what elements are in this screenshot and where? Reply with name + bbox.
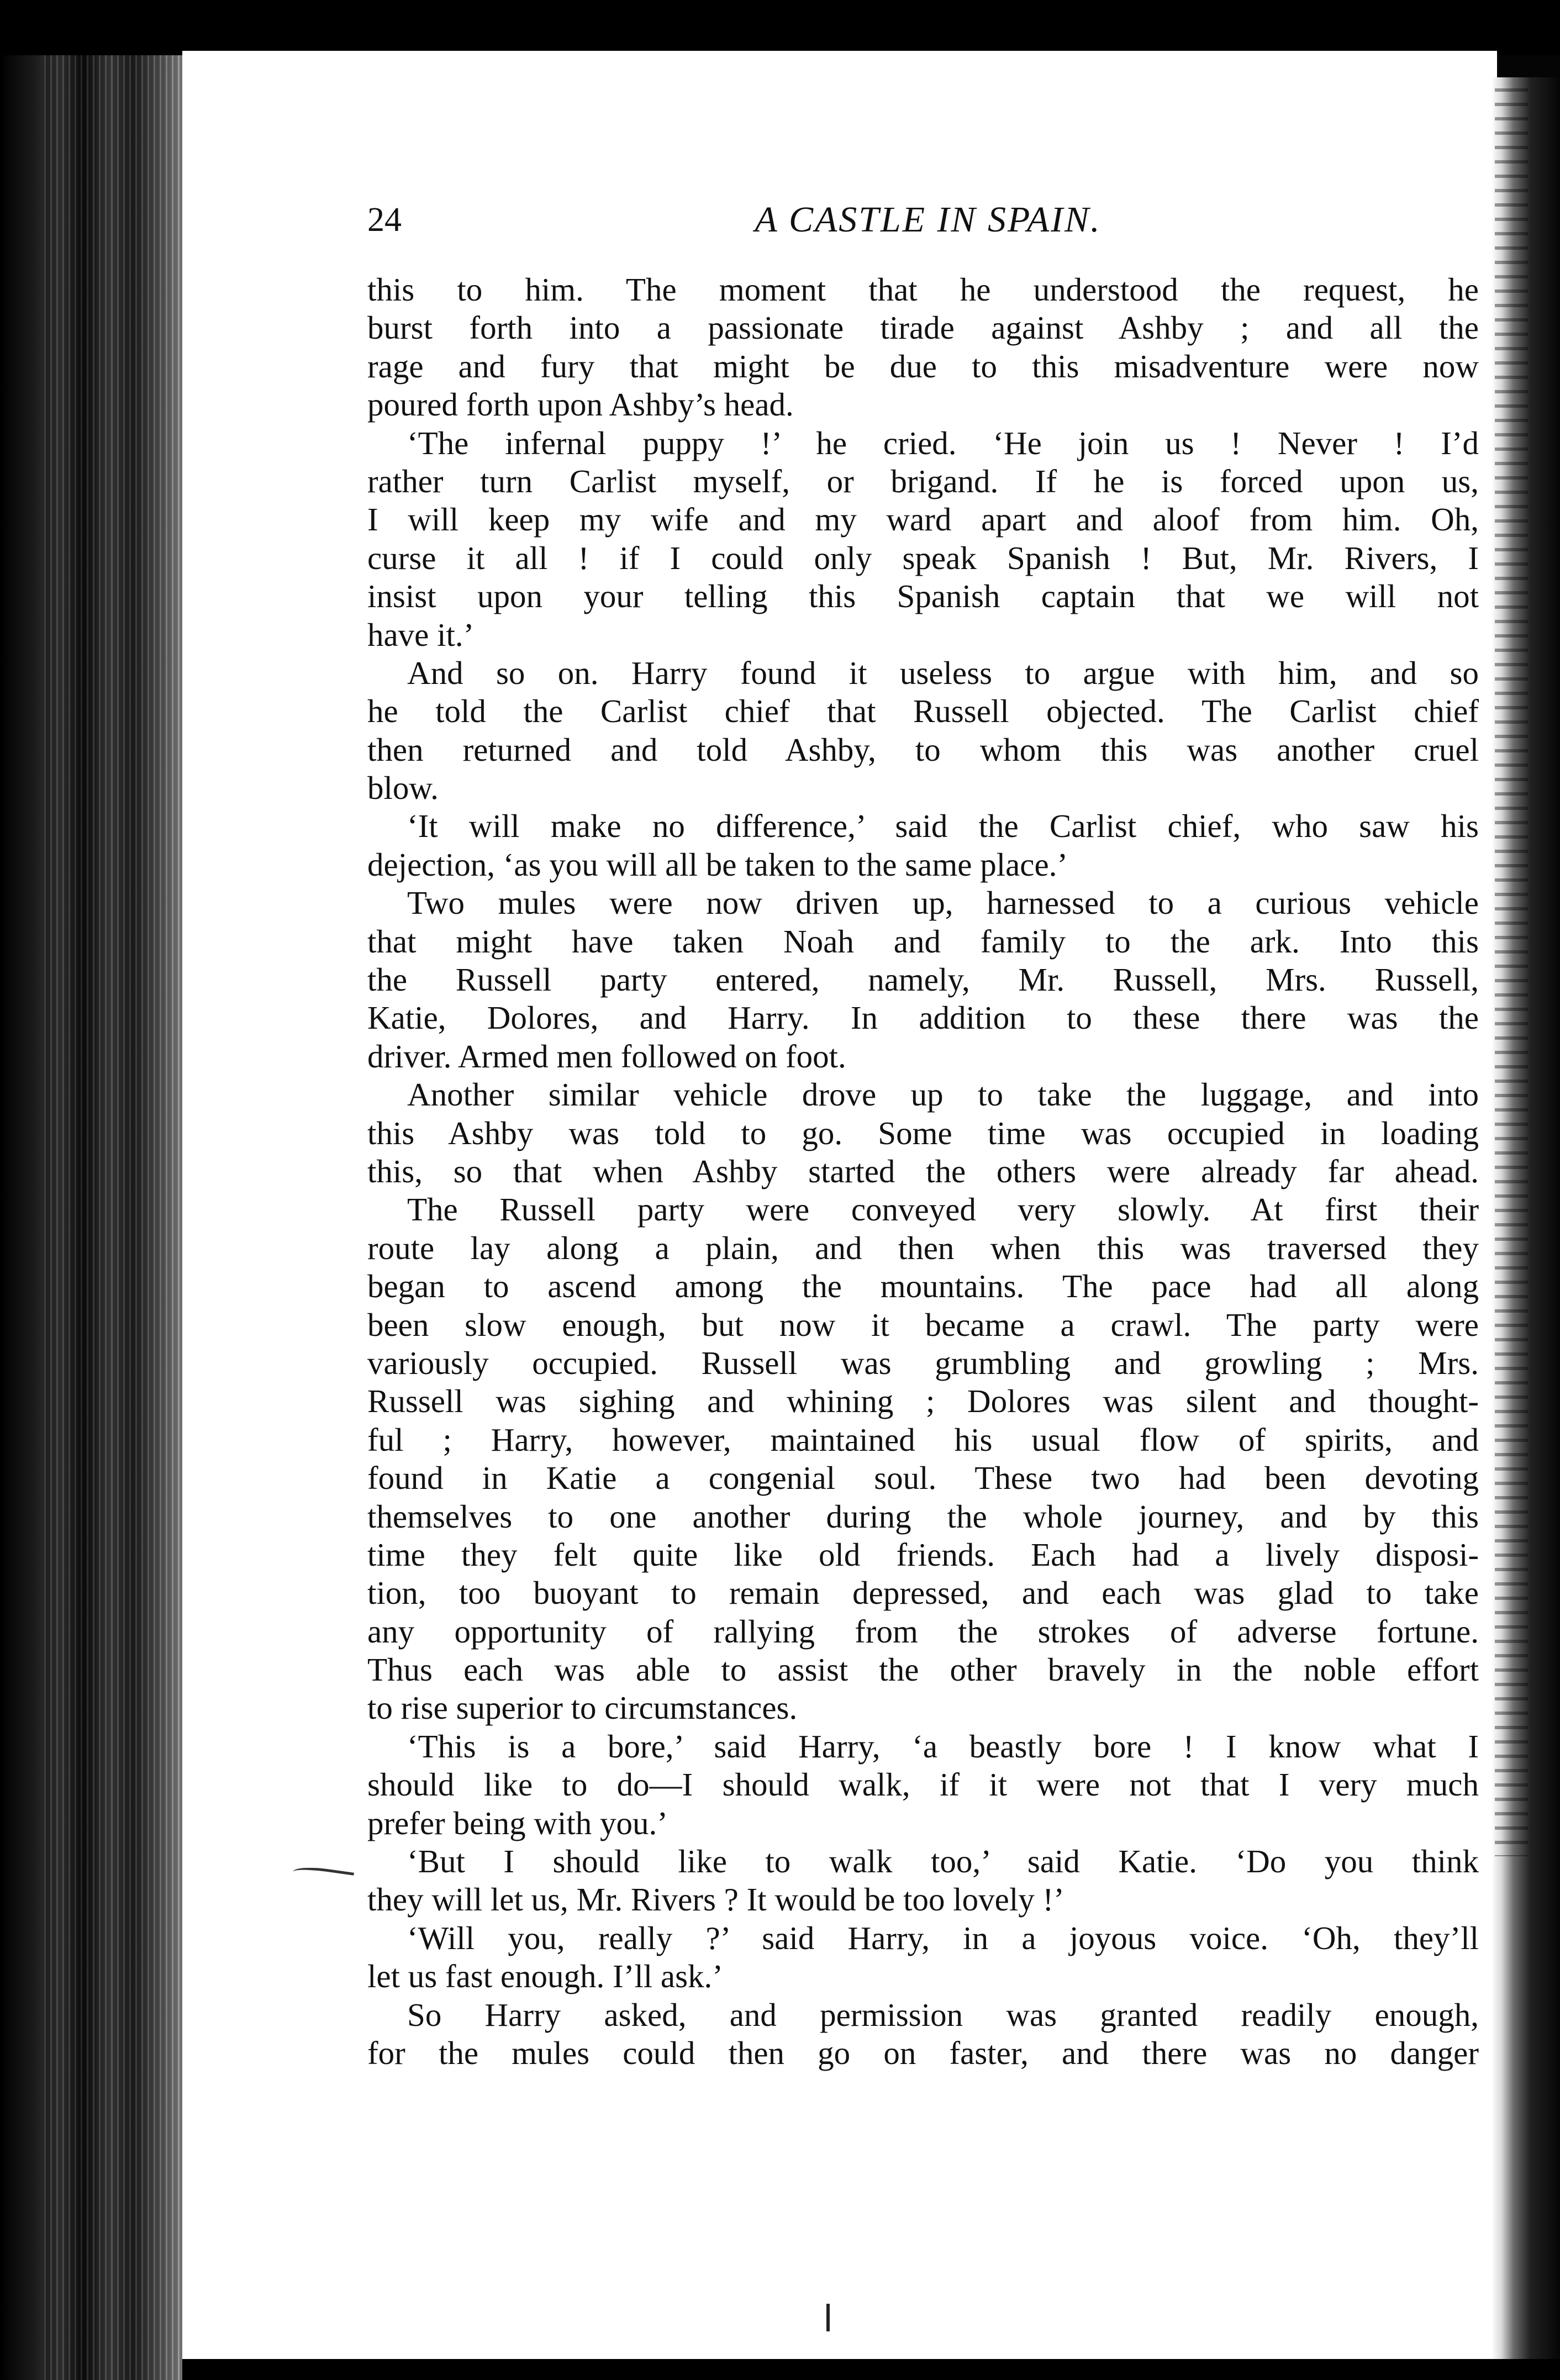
running-header [367, 192, 1489, 253]
text-line: then returned and told Ashby, to whom this was another cruel [367, 731, 1479, 768]
body-text [367, 271, 1479, 2072]
text-line: he told the Carlist chief that Russell objected. The Carlist chief [367, 693, 1479, 730]
text-line: So Harry asked, and permission was granted readily enough, [407, 1996, 1479, 2033]
text-line: burst forth into a passionate tirade against Ashby ; and all the [367, 309, 1479, 346]
scan-top-border [0, 0, 1560, 55]
text-line: Two mules were now driven up, harnessed to a curious vehicle [407, 884, 1479, 922]
text-line: to rise superior to circumstances. [367, 1689, 798, 1726]
text-line: found in Katie a congenial soul. These two had been devoting [367, 1460, 1479, 1497]
text-line: Russell was sighing and whining ; Dolores was silent and thought- [367, 1383, 1479, 1420]
text-line: this Ashby was told to go. Some time was occupied in loading [367, 1114, 1479, 1151]
right-edge-page-stack [1495, 88, 1528, 1856]
text-line: prefer being with you.’ [367, 1804, 668, 1841]
text-line: rather turn Carlist myself, or brigand. If he is forced upon us, [367, 462, 1479, 499]
text-line: insist upon your telling this Spanish captain that we will not [367, 578, 1479, 615]
text-line: ‘Will you, really ?’ said Harry, in a joyous voice. ‘Oh, they’ll [407, 1919, 1479, 1956]
running-title: A CASTLE IN SPAIN. [755, 199, 1102, 240]
text-line: that might have taken Noah and family to the ark. Into this [367, 923, 1479, 960]
text-line: I will keep my wife and my ward apart and aloof from him. Oh, [367, 501, 1479, 538]
text-line: poured forth upon Ashby’s head. [367, 386, 794, 423]
text-line: the Russell party entered, namely, Mr. Russell, Mrs. Russell, [367, 961, 1479, 998]
text-line: Katie, Dolores, and Harry. In addition to these there was the [367, 999, 1479, 1036]
text-line: began to ascend among the mountains. The pace had all along [367, 1268, 1479, 1305]
text-line: dejection, ‘as you will all be taken to the same place.’ [367, 846, 1068, 883]
text-line: curse it all ! if I could only speak Spanish ! But, Mr. Rivers, I [367, 539, 1479, 576]
text-line: And so on. Harry found it useless to argue with him, and so [407, 654, 1479, 691]
text-line: have it.’ [367, 616, 475, 653]
text-line: ‘It will make no difference,’ said the Carlist chief, who saw his [407, 808, 1479, 845]
text-line: The Russell party were conveyed very slowly. At first their [407, 1191, 1479, 1228]
text-line: ‘The infernal puppy !’ he cried. ‘He join us ! Never ! I’d [407, 424, 1479, 461]
footer-mark [826, 2304, 830, 2331]
text-line: this to him. The moment that he understood the request, he [367, 271, 1479, 308]
text-line: blow. [367, 770, 439, 807]
text-line: for the mules could then go on faster, and there was no danger [367, 2034, 1479, 2071]
page-number: 24 [367, 201, 402, 239]
text-line: this, so that when Ashby started the others were already far ahead. [367, 1152, 1479, 1189]
text-line: Thus each was able to assist the other bravely in the noble effort [367, 1651, 1479, 1688]
text-line: driver. Armed men followed on foot. [367, 1038, 846, 1075]
text-line: ful ; Harry, however, maintained his usual flow of spirits, and [367, 1421, 1479, 1458]
text-line: they will let us, Mr. Rivers ? It would be too lovely !’ [367, 1881, 1064, 1918]
text-line: been slow enough, but now it became a crawl. The party were [367, 1306, 1479, 1343]
text-line: should like to do—I should walk, if it were not that I very much [367, 1766, 1479, 1803]
text-line: tion, too buoyant to remain depressed, and each was glad to take [367, 1575, 1479, 1612]
text-line: Another similar vehicle drove up to take the luggage, and into [407, 1076, 1479, 1113]
scan-bottom-border [182, 2359, 1560, 2380]
text-line: rage and fury that might be due to this misadventure were now [367, 347, 1479, 385]
text-line: ‘But I should like to walk too,’ said Katie. ‘Do you think [407, 1843, 1479, 1880]
text-line: variously occupied. Russell was grumbling and growling ; Mrs. [367, 1344, 1479, 1381]
gutter-page-edges [44, 55, 188, 2380]
text-line: themselves to one another during the whole journey, and by this [367, 1498, 1479, 1535]
text-line: time they felt quite like old friends. Each had a lively disposi- [367, 1536, 1479, 1573]
text-line: ‘This is a bore,’ said Harry, ‘a beastly bore ! I know what I [407, 1728, 1479, 1765]
text-line: let us fast enough. I’ll ask.’ [367, 1958, 723, 1995]
text-line: any opportunity of rallying from the strokes of adverse fortune. [367, 1613, 1479, 1650]
text-line: route lay along a plain, and then when this was traversed they [367, 1229, 1479, 1266]
